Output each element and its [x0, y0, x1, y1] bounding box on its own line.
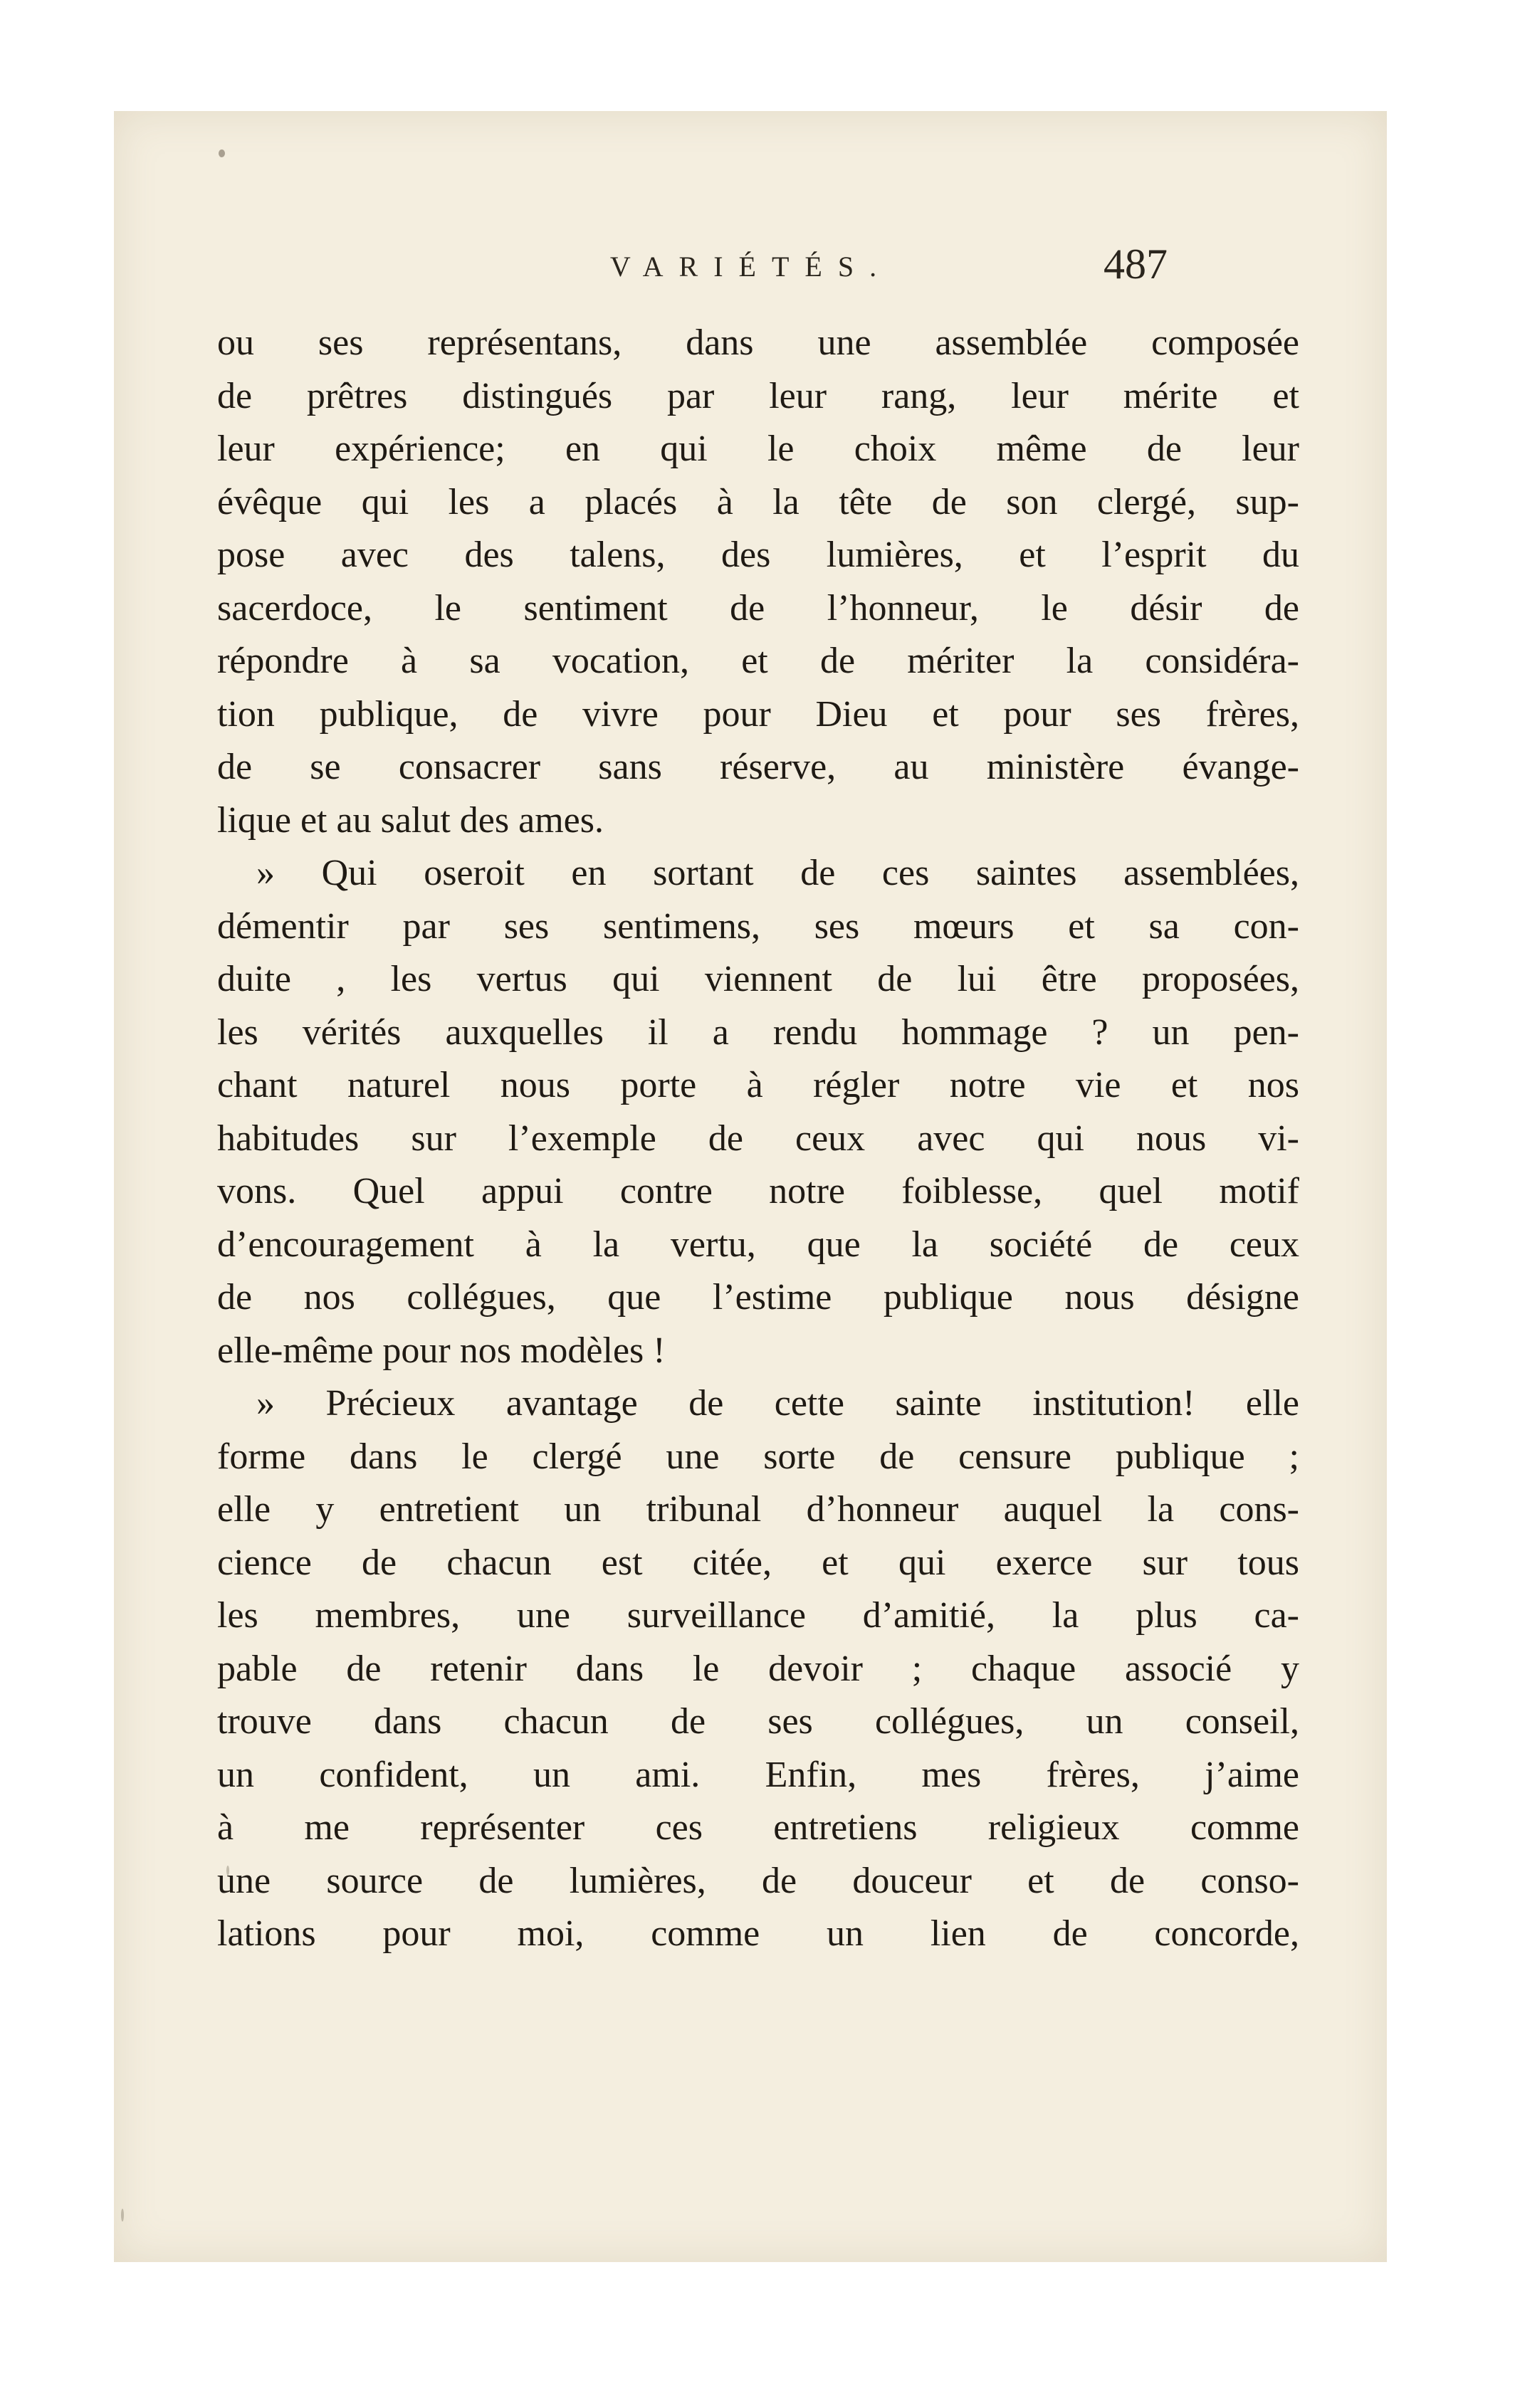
text-line: les membres, une surveillance d’amitié, la plus ca- — [217, 1595, 1299, 1636]
text-line: vons. Quel appui contre notre foiblesse, quel motif — [217, 1171, 1299, 1211]
paragraph-first-line: » Précieux avantage de cette sainte institution! elle — [256, 1383, 1299, 1424]
text-line: une source de lumières, de douceur et de conso- — [217, 1860, 1299, 1901]
text-line: lique et au salut des ames. — [217, 799, 604, 841]
text-line: chant naturel nous porte à régler notre vie et nos — [217, 1065, 1299, 1105]
book-page — [114, 111, 1387, 2262]
ink-speck — [219, 149, 225, 157]
ink-speck — [121, 2209, 124, 2222]
text-line: les vérités auxquelles il a rendu hommage ? un pen- — [217, 1011, 1299, 1053]
text-line: forme dans le clergé une sorte de censure publique ; — [217, 1436, 1299, 1477]
text-line: elle-même pour nos modèles ! — [217, 1330, 666, 1371]
running-title: VARIÉTÉS. — [609, 251, 893, 283]
text-line: pose avec des talens, des lumières, et l’esprit du — [217, 535, 1299, 575]
text-line: répondre à sa vocation, et de mériter la considéra- — [217, 641, 1299, 681]
text-line: sacerdoce, le sentiment de l’honneur, le désir de — [217, 587, 1299, 629]
text-line: trouve dans chacun de ses collégues, un conseil, — [217, 1701, 1299, 1742]
text-line: de se consacrer sans réserve, au ministère évange- — [217, 747, 1299, 787]
text-line: de prêtres distingués par leur rang, leur mérite et — [217, 375, 1299, 416]
running-head — [114, 241, 1387, 307]
text-line: d’encouragement à la vertu, que la société de ceux — [217, 1224, 1299, 1265]
text-line: ou ses représentans, dans une assemblée composée — [217, 322, 1299, 363]
text-line: lations pour moi, comme un lien de concorde, — [217, 1913, 1299, 1954]
text-line: un confident, un ami. Enfin, mes frères, j’aime — [217, 1754, 1299, 1795]
text-line: tion publique, de vivre pour Dieu et pour ses frères, — [217, 693, 1299, 735]
text-line: leur expérience; en qui le choix même de leur — [217, 429, 1299, 469]
text-line: duite , les vertus qui viennent de lui être proposées, — [217, 959, 1299, 999]
text-line: à me représenter ces entretiens religieux comme — [217, 1807, 1299, 1848]
text-line: pable de retenir dans le devoir ; chaque associé y — [217, 1648, 1299, 1689]
page-number: 487 — [1104, 241, 1168, 288]
text-line: évêque qui les a placés à la tête de son clergé, sup- — [217, 481, 1299, 522]
text-line: habitudes sur l’exemple de ceux avec qui nous vi- — [217, 1118, 1299, 1159]
text-line: cience de chacun est citée, et qui exerce sur tous — [217, 1542, 1299, 1583]
paragraph-first-line: » Qui oseroit en sortant de ces saintes assemblées, — [256, 853, 1299, 893]
text-line: de nos collégues, que l’estime publique nous désigne — [217, 1277, 1299, 1318]
text-line: elle y entretient un tribunal d’honneur auquel la cons- — [217, 1489, 1299, 1530]
text-line: démentir par ses sentimens, ses mœurs et sa con- — [217, 905, 1299, 947]
body-text — [217, 317, 1299, 1961]
